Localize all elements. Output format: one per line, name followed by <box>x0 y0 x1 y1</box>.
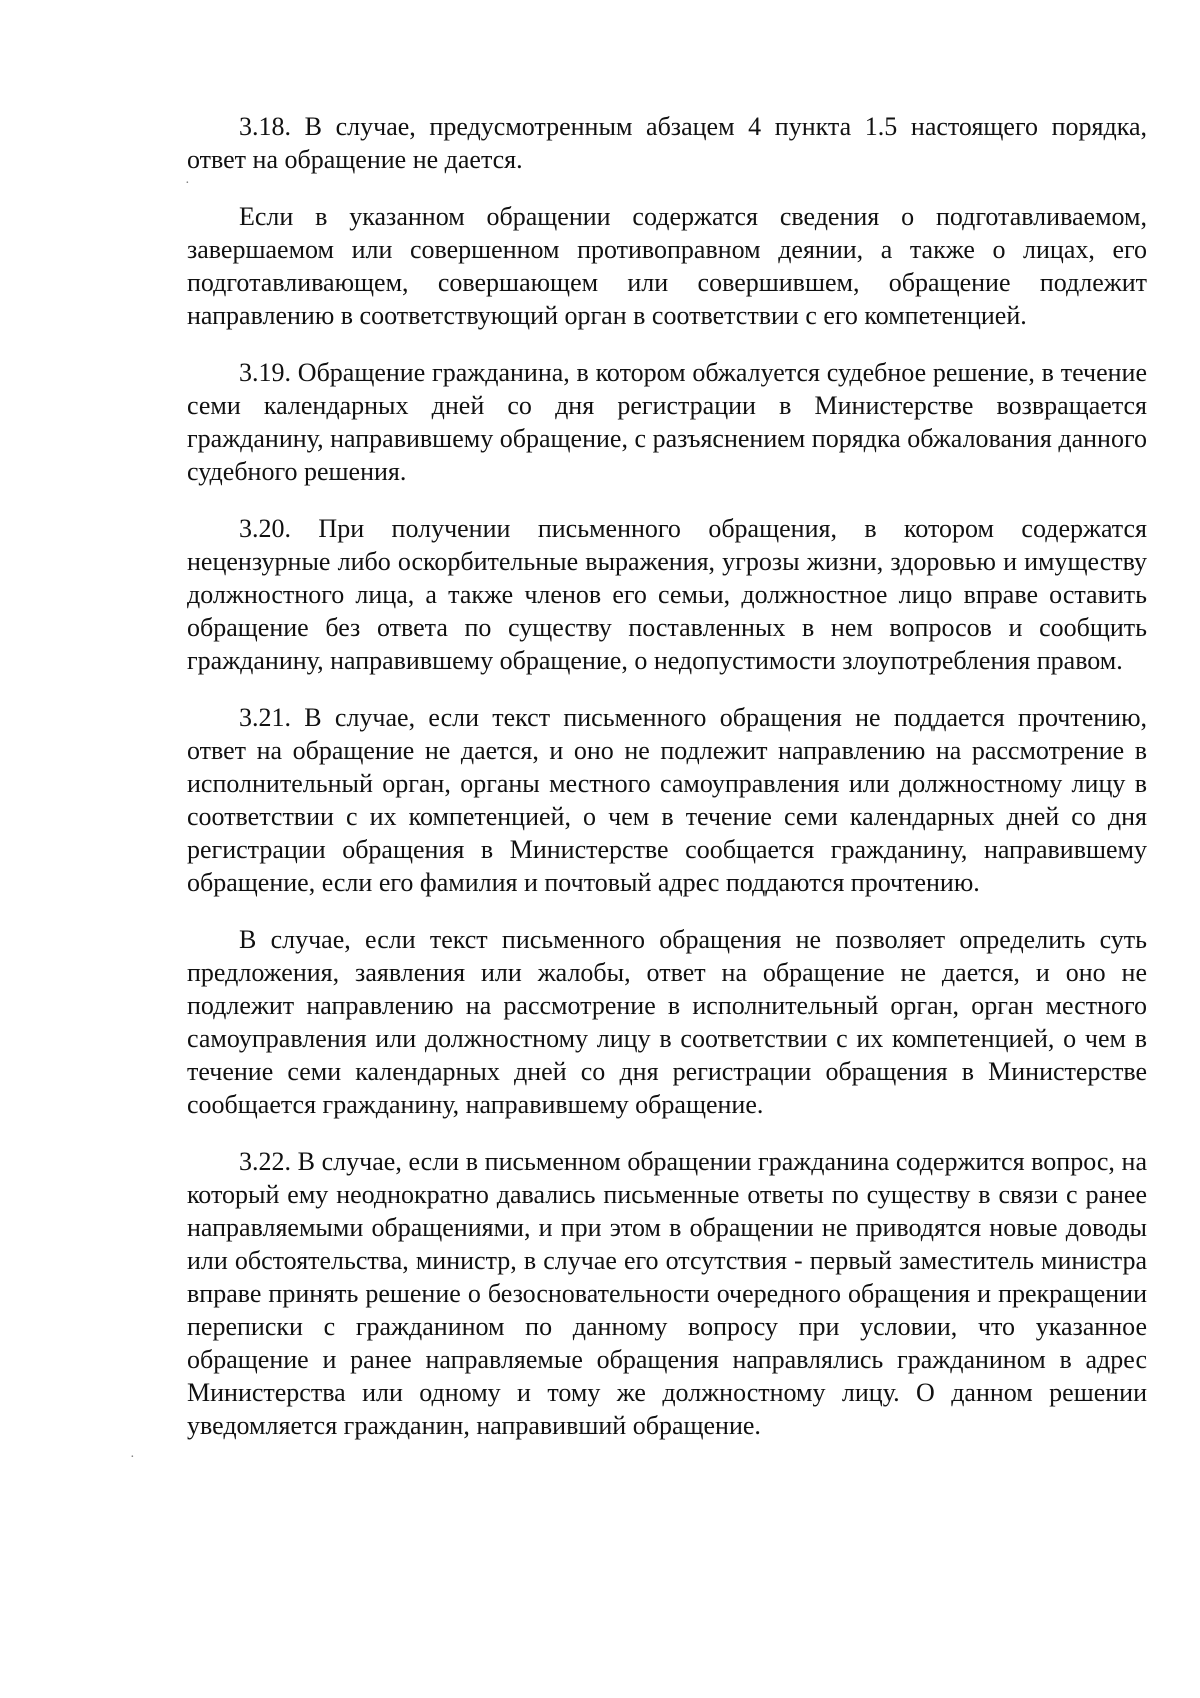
paragraph-3-21: 3.21. В случае, если текст письменного обращения не поддается прочтению, ответ на обращение не дается, и оно не подлежит направлению на рассмотрение в исполнительный орган, органы местного самоуправления или должностному лицу в соответствии с их компетенцией, о чем в течение семи календарных дней со дня регистрации обращения в Министерстве сообщается гражданину, направившему обращение, если его фамилия и почтовый адрес поддаются прочтению. <box>187 703 1147 897</box>
paragraph-3-20: 3.20. При получении письменного обращения, в котором содержатся нецензурные либо оскорбительные выражения, угрозы жизни, здоровью и имуществу должностного лица, а также членов его семьи, должностное лицо вправе оставить обращение без ответа по существу поставленных в нем вопросов и сообщить гражданину, направившему обращение, о недопустимости злоупотребления правом. <box>187 514 1147 675</box>
paragraph-3-21-continued: В случае, если текст письменного обращения не позволяет определить суть предложения, заявления или жалобы, ответ на обращение не дается, и оно не подлежит направлению на рассмотрение в исполнительный орган, орган местного самоуправления или должностному лицу в соответствии с их компетенцией, о чем в течение семи календарных дней со дня регистрации обращения в Министерстве сообщается гражданину, направившему обращение. <box>187 925 1147 1119</box>
paragraph-3-22: 3.22. В случае, если в письменном обращении гражданина содержится вопрос, на который ему неоднократно давались письменные ответы по существу в связи с ранее направляемыми обращениями, и при этом в обращении не приводятся новые доводы или обстоятельства, министр, в случае его отсутствия - первый заместитель министра вправе принять решение о безосновательности очередного обращения и прекращении переписки с гражданином по данному вопросу при условии, что указанное обращение и ранее направляемые обращения направлялись гражданином в адрес Министерства или одному и тому же должностному лицу. О данном решении уведомляется гражданин, направивший обращение. <box>187 1147 1147 1440</box>
scan-speck: · <box>185 176 190 191</box>
paragraph-3-18: 3.18. В случае, предусмотренным абзацем 4 пункта 1.5 настоящего порядка, ответ на обращение не дается. <box>187 112 1147 174</box>
paragraph-3-19: 3.19. Обращение гражданина, в котором обжалуется судебное решение, в течение семи календарных дней со дня регистрации в Министерстве возвращается гражданину, направившему обращение, с разъяснением порядка обжалования данного судебного решения. <box>187 358 1147 486</box>
document-body <box>187 110 1147 1442</box>
scan-speck: · <box>130 1450 135 1465</box>
paragraph-3-18-continued: Если в указанном обращении содержатся сведения о подготавливаемом, завершаемом или совершенном противоправном деянии, а также о лицах, его подготавливающем, совершающем или совершившем, обращение подлежит направлению в соответствующий орган в соответствии с его компетенцией. <box>187 202 1147 330</box>
